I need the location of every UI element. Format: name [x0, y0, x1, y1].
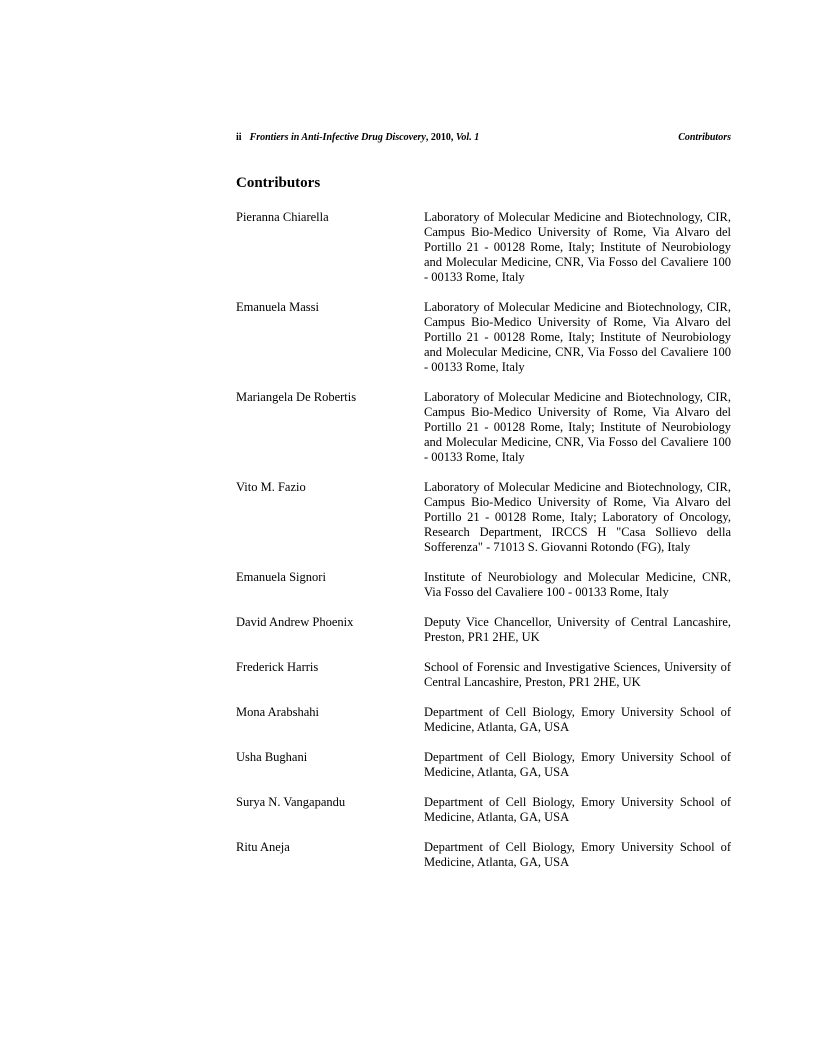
contributor-name: Mariangela De Robertis — [236, 390, 357, 404]
running-header-section: Contributors — [678, 132, 731, 143]
contributors-list — [236, 210, 731, 870]
contributor-name: Vito M. Fazio — [236, 480, 306, 494]
contributor-row — [236, 210, 731, 285]
contributor-row — [236, 705, 731, 735]
contributor-affiliation: Institute of Neurobiology and Molecular Medicine, CNR, Via Fosso del Cavaliere 100 - 00133 Rome, Italy — [424, 570, 731, 599]
contributor-row — [236, 615, 731, 645]
contributor-name: David Andrew Phoenix — [236, 615, 354, 629]
contributor-name: Emanuela Massi — [236, 300, 319, 314]
contributor-affiliation: Laboratory of Molecular Medicine and Biotechnology, CIR, Campus Bio-Medico University of Rome, Via Alvaro del Portillo 21 - 00128 Rome, Italy; Institute of Neurobiology and Molecular Medicine, CNR, Via Fosso del Cavaliere 100 - 00133 Rome, Italy — [424, 300, 731, 374]
contributor-row — [236, 840, 731, 870]
contributor-row — [236, 660, 731, 690]
contributor-name: Pieranna Chiarella — [236, 210, 329, 224]
contributor-affiliation: Deputy Vice Chancellor, University of Central Lancashire, Preston, PR1 2HE, UK — [424, 615, 731, 644]
book-title: Frontiers in Anti-Infective Drug Discovery — [249, 132, 426, 143]
contributor-name: Mona Arabshahi — [236, 705, 319, 719]
page-title: Contributors — [236, 175, 321, 191]
contributor-affiliation: School of Forensic and Investigative Sciences, University of Central Lancashire, Preston, PR1 2HE, UK — [424, 660, 731, 689]
contributor-name: Surya N. Vangapandu — [236, 795, 346, 809]
running-header-left — [236, 132, 479, 144]
contributor-name: Usha Bughani — [236, 750, 308, 764]
contributor-row — [236, 750, 731, 780]
contributor-affiliation: Department of Cell Biology, Emory University School of Medicine, Atlanta, GA, USA — [424, 750, 731, 779]
contributor-name: Frederick Harris — [236, 660, 319, 674]
contributor-name: Emanuela Signori — [236, 570, 326, 584]
contributor-row — [236, 570, 731, 600]
page-number: ii — [236, 132, 242, 143]
contributor-affiliation: Laboratory of Molecular Medicine and Biotechnology, CIR, Campus Bio-Medico University of Rome, Via Alvaro del Portillo 21 - 00128 Rome, Italy; Institute of Neurobiology and Molecular Medicine, CNR, Via Fosso del Cavaliere 100 - 00133 Rome, Italy — [424, 210, 731, 284]
contributor-affiliation: Department of Cell Biology, Emory University School of Medicine, Atlanta, GA, USA — [424, 795, 731, 824]
contributor-affiliation: Laboratory of Molecular Medicine and Biotechnology, CIR, Campus Bio-Medico University of Rome, Via Alvaro del Portillo 21 - 00128 Rome, Italy; Institute of Neurobiology and Molecular Medicine, CNR, Via Fosso del Cavaliere 100 - 00133 Rome, Italy — [424, 390, 731, 464]
running-header — [236, 132, 731, 144]
contributor-row — [236, 480, 731, 555]
contributor-row — [236, 795, 731, 825]
contributor-name: Ritu Aneja — [236, 840, 290, 854]
book-volume: Vol. 1 — [455, 132, 480, 143]
page-content — [236, 132, 731, 885]
contributor-affiliation: Laboratory of Molecular Medicine and Biotechnology, CIR, Campus Bio-Medico University of Rome, Via Alvaro del Portillo 21 - 00128 Rome, Italy; Laboratory of Oncology, Research Department, IRCCS H "Casa Sollievo della Sofferenza" - 71013 S. Giovanni Rotondo (FG), Italy — [424, 480, 731, 554]
contributor-affiliation: Department of Cell Biology, Emory University School of Medicine, Atlanta, GA, USA — [424, 840, 731, 869]
book-year: , 2010, — [425, 132, 456, 143]
contributor-row — [236, 390, 731, 465]
contributor-affiliation: Department of Cell Biology, Emory University School of Medicine, Atlanta, GA, USA — [424, 705, 731, 734]
contributor-row — [236, 300, 731, 375]
